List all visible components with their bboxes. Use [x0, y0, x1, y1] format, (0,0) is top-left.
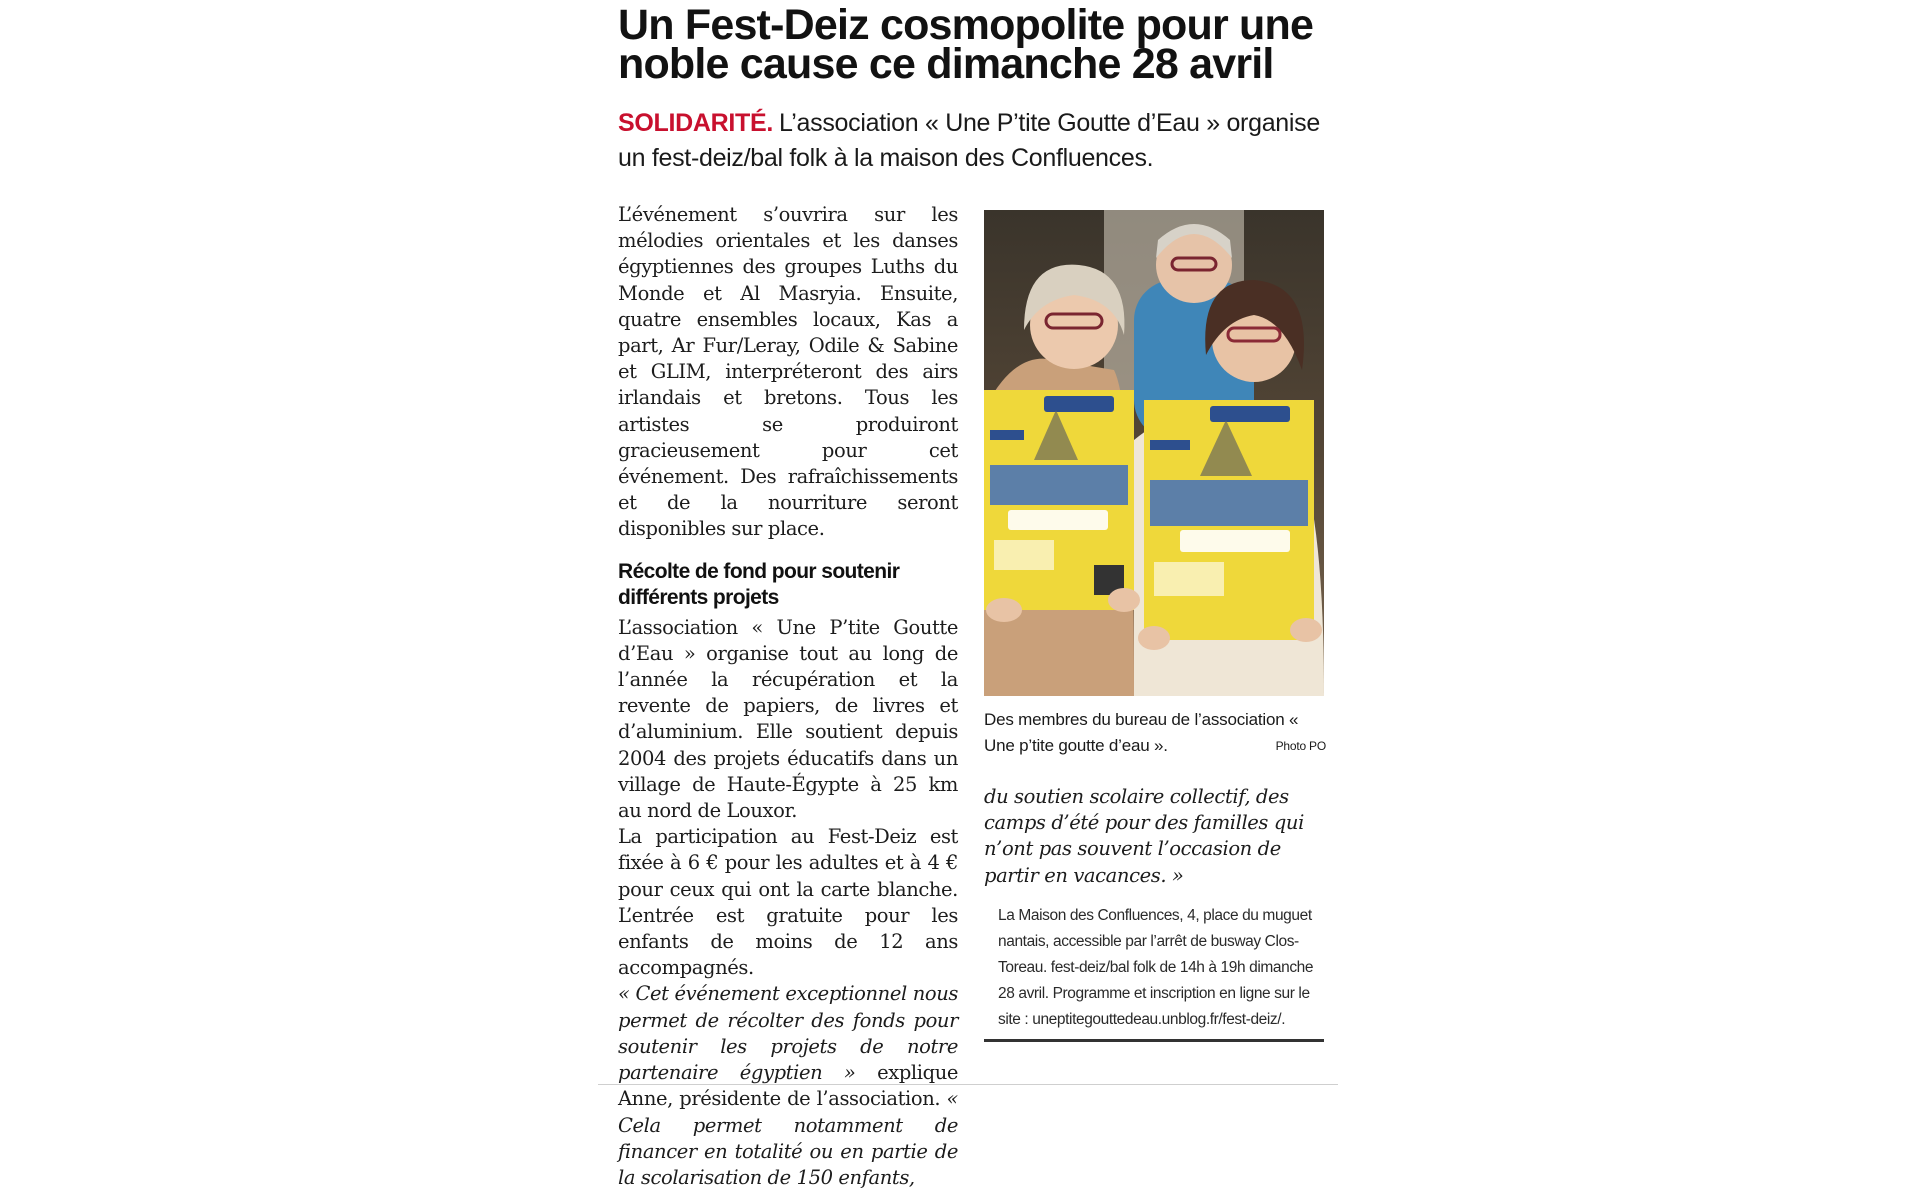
standfirst-text: L’association « Une P’tite Goutte d’Eau » organise un fest-deiz/bal folk à la maison des Confluences. [618, 109, 1320, 172]
photo-illustration [984, 210, 1324, 696]
quote-1: « Cet événement exceptionnel nous permet de récolter des fonds pour soutenir les projets de notre partenaire égyptien » [618, 982, 958, 1085]
paragraph-association: L’association « Une P’tite Goutte d’Eau » organise tout au long de l’année la récupération et la revente de papiers, de livres et d’aluminium. Elle soutient depuis 2004 des projets éducatifs dans un village de Haute-Égypte à 25 km au nord de Louxor. [618, 615, 958, 823]
subheading: Récolte de fond pour soutenir différents projets [618, 559, 900, 609]
paragraph-quote [618, 981, 958, 1191]
practical-info-box [984, 903, 1324, 1042]
quote-2-start: « Cela permet notamment de financer en totalité ou en partie de la scolarisation de 150 enfants, [618, 1087, 958, 1189]
left-column [618, 202, 958, 1191]
article-photo [984, 210, 1324, 696]
quote-2-end: du soutien scolaire collectif, des camps d’été pour des familles qui n’ont pas souvent l’occasion de partir en vacances. » [984, 785, 1304, 887]
bottom-divider [598, 1084, 1338, 1085]
standfirst [618, 106, 1338, 176]
quote-attribution: explique Anne, présidente de l’association. [618, 1061, 958, 1111]
caption-text: Des membres du bureau de l’association « Une p’tite goutte d’eau ». [984, 710, 1299, 755]
practical-info-text: La Maison des Confluences, 4, place du muguet nantais, accessible par l’arrêt de busway Clos-Toreau. fest-deiz/bal folk de 14h à 19h dimanche 28 avril. Programme et inscription en ligne sur le site : uneptitegouttedeau.unblog.fr/fest-deiz/. [998, 907, 1314, 1028]
article [618, 1, 1338, 1189]
paragraph-pricing: La participation au Fest-Deiz est fixée à 6 € pour les adultes et à 4 € pour ceux qui ont la carte blanche. L’entrée est gratuite pour les enfants de moins de 12 ans accompagnés. [618, 825, 958, 980]
photo-credit: Photo PO [1275, 739, 1326, 753]
kicker: SOLIDARITÉ. [618, 109, 774, 137]
photo-caption [984, 707, 1326, 759]
right-column-text [984, 784, 1324, 889]
headline: Un Fest-Deiz cosmopolite pour une noble cause ce dimanche 28 avril [618, 1, 1314, 88]
paragraph-intro: L’événement s’ouvrira sur les mélodies orientales et les danses égyptiennes des groupes Luths du Monde et Al Masryia. Ensuite, quatre ensembles locaux, Kas a part, Ar Fur/Leray, Odile & Sabine et GLIM, interpréteront des airs irlandais et bretons. Tous les artistes se produiront gracieusement pour cet événement. Des rafraîchissements et de la nourriture seront disponibles sur place. [618, 203, 958, 541]
